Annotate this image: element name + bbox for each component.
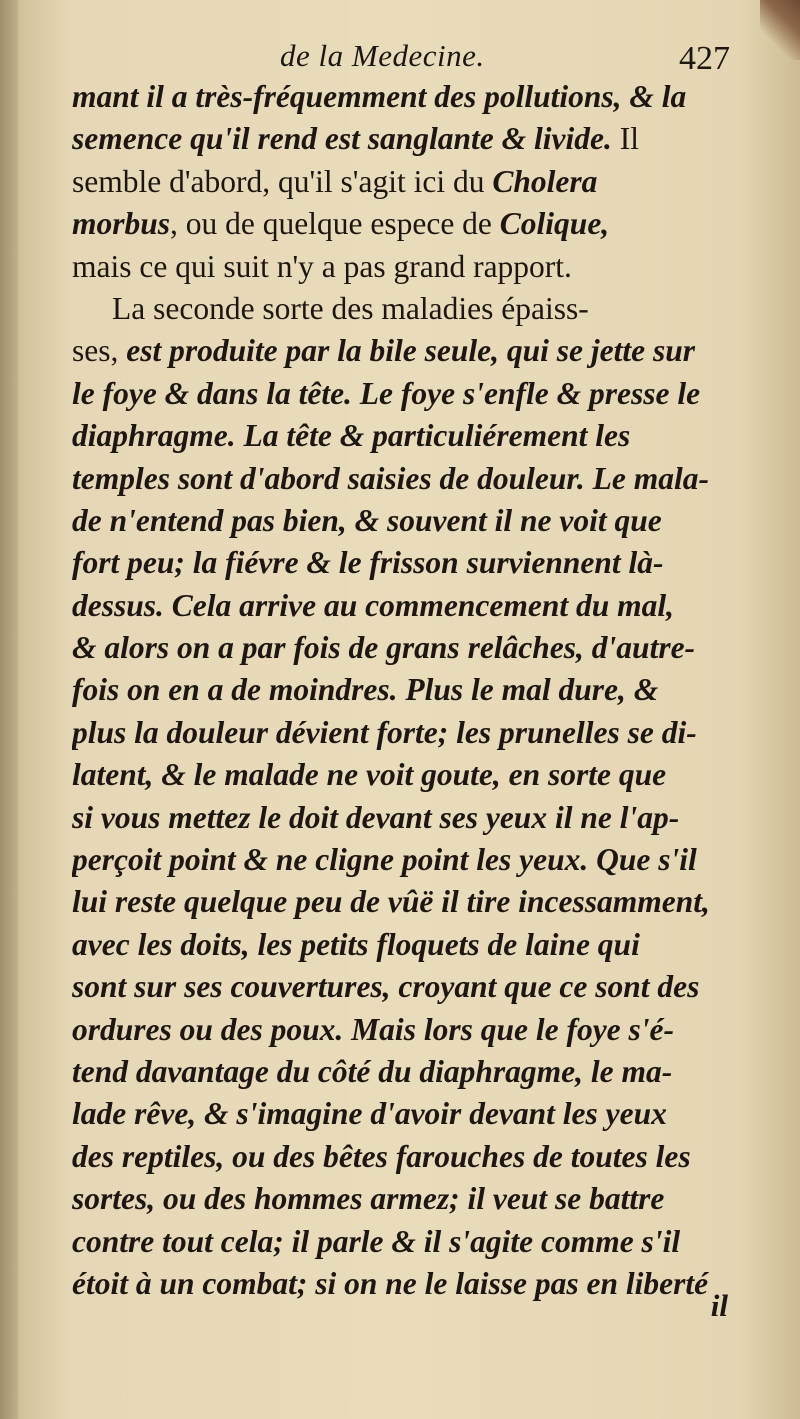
text-line xyxy=(72,1051,734,1093)
text-segment: latent, & le malade ne voit goute, en sorte que xyxy=(72,757,667,793)
text-line xyxy=(72,203,734,245)
text-segment: le foye & dans la tête. Le foye s'enfle & presse le xyxy=(72,375,701,411)
page-number: 427 xyxy=(679,40,730,77)
text-segment: contre tout cela; il parle & il s'agite comme s'il xyxy=(72,1223,681,1259)
text-line xyxy=(72,627,734,669)
text-line xyxy=(72,161,734,203)
text-line xyxy=(72,1093,734,1135)
text-segment: semble d'abord, qu'il s'agit ici du xyxy=(72,163,493,199)
text-segment: Il xyxy=(619,121,639,157)
text-segment: étoit à un combat; si on ne le laisse pas en liberté xyxy=(72,1265,709,1301)
text-line xyxy=(72,669,734,711)
text-line xyxy=(72,373,734,415)
catchword: il xyxy=(710,1288,728,1323)
text-segment: Colique, xyxy=(499,206,610,242)
text-line xyxy=(72,1009,734,1051)
text-segment: plus la douleur dévient forte; les prunelles se di- xyxy=(72,714,697,750)
text-segment: est produite par la bile seule, qui se jette sur xyxy=(126,333,696,369)
text-line xyxy=(72,1221,734,1263)
text-segment: mant il a très-fréquemment des pollutions, & la xyxy=(72,79,687,114)
text-line xyxy=(72,1178,734,1220)
text-segment: lui reste quelque peu de vûë il tire incessamment, xyxy=(72,884,710,920)
text-segment: des reptiles, ou des bêtes farouches de toutes les xyxy=(72,1138,691,1174)
text-segment: temples sont d'abord saisies de douleur. Le mala- xyxy=(72,460,710,496)
text-line xyxy=(72,924,734,966)
text-segment: dessus. Cela arrive au commencement du mal, xyxy=(72,587,674,623)
text-line xyxy=(72,458,734,500)
text-segment: , ou de quelque espece de xyxy=(170,206,500,242)
text-segment: de n'entend pas bien, & souvent il ne voit que xyxy=(72,502,662,538)
text-line xyxy=(72,415,734,457)
text-segment: avec les doits, les petits floquets de laine qui xyxy=(72,926,640,962)
page-corner-stain xyxy=(760,0,800,60)
text-line xyxy=(72,966,734,1008)
running-head: de la Medecine. xyxy=(280,38,485,73)
text-line xyxy=(72,881,734,923)
text-line xyxy=(72,76,734,118)
text-line xyxy=(72,118,734,160)
text-segment: & alors on a par fois de grans relâches, d'autre- xyxy=(72,630,696,666)
text-line xyxy=(72,500,734,542)
text-segment: La seconde sorte des maladies épaiss- xyxy=(112,290,589,326)
text-line xyxy=(72,330,734,372)
text-segment: morbus xyxy=(72,206,171,242)
text-segment: ordures ou des poux. Mais lors que le foye s'é- xyxy=(72,1011,675,1047)
text-line xyxy=(72,839,734,881)
text-segment: sont sur ses couvertures, croyant que ce sont des xyxy=(72,969,700,1005)
text-line xyxy=(72,1263,734,1305)
text-line xyxy=(72,712,734,754)
text-segment: tend davantage du côté du diaphragme, le ma- xyxy=(72,1053,673,1089)
text-segment: semence qu'il rend est sanglante & livide. xyxy=(72,121,620,157)
text-segment: ses, xyxy=(72,333,127,369)
text-line xyxy=(72,797,734,839)
text-segment: Cholera xyxy=(492,163,598,199)
text-line xyxy=(72,754,734,796)
text-segment: si vous mettez le doit devant ses yeux il ne l'ap- xyxy=(72,799,680,835)
text-line xyxy=(72,542,734,584)
text-line xyxy=(72,585,734,627)
page-binding-shadow xyxy=(0,0,18,1419)
text-segment: fois on en a de moindres. Plus le mal dure, & xyxy=(72,672,659,708)
text-segment: fort peu; la fiévre & le frisson surviennent là- xyxy=(72,545,664,581)
text-line xyxy=(72,288,734,330)
text-segment: diaphragme. La tête & particuliérement les xyxy=(72,418,631,454)
text-line xyxy=(72,1136,734,1178)
text-segment: lade rêve, & s'imagine d'avoir devant les yeux xyxy=(72,1096,667,1132)
body-text xyxy=(72,76,734,1305)
text-segment: perçoit point & ne cligne point les yeux. Que s'il xyxy=(72,842,697,878)
text-segment: mais ce qui suit n'y a pas grand rapport. xyxy=(72,248,572,284)
text-segment: sortes, ou des hommes armez; il veut se battre xyxy=(72,1181,665,1217)
text-line xyxy=(72,246,734,288)
